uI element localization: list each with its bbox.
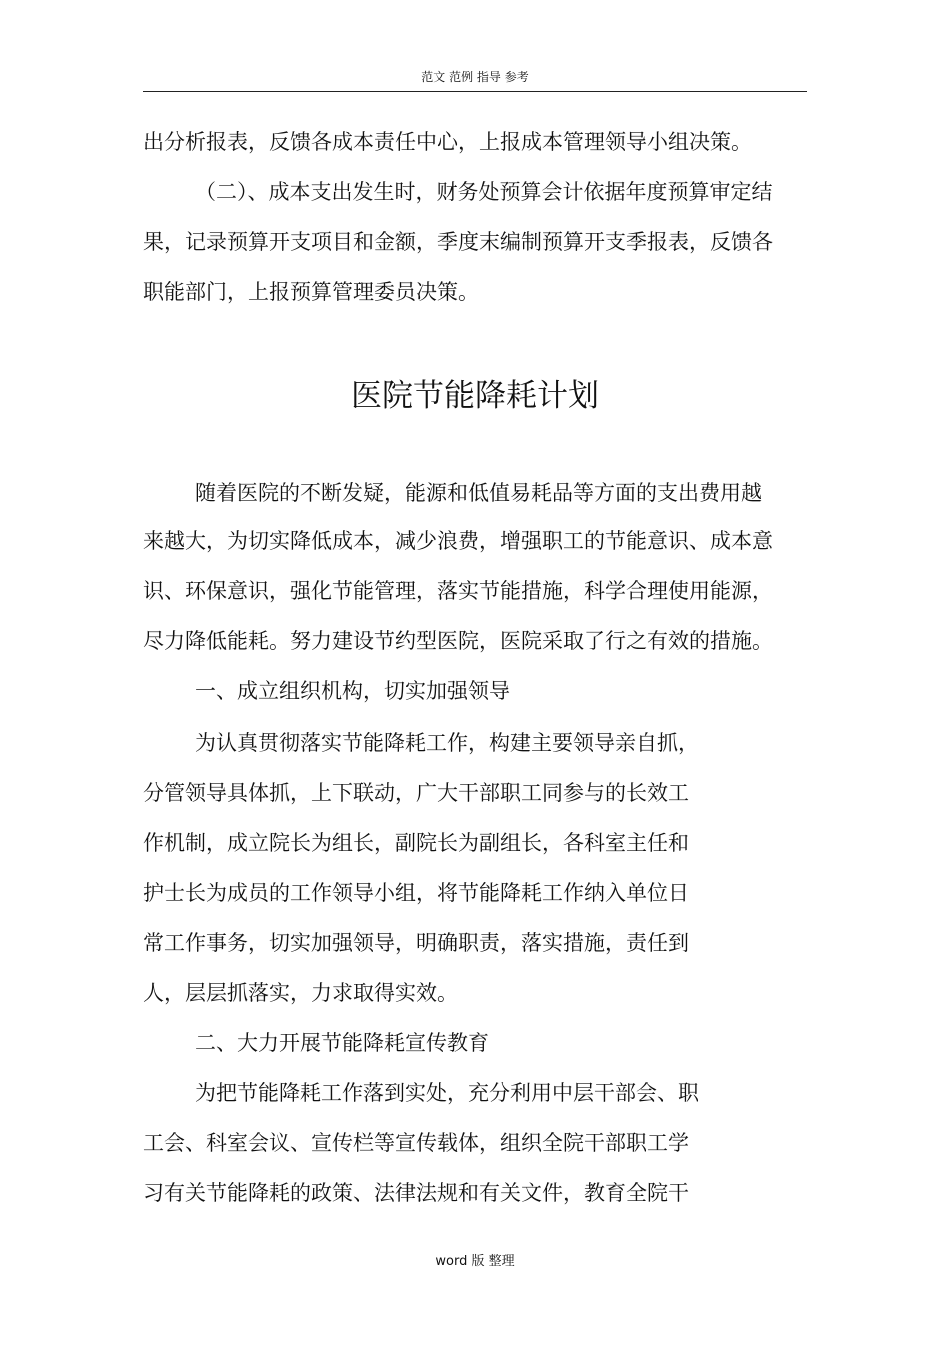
body-line-2: 来越大，为切实降低成本，减少浪费，增强职工的节能意识、成本意 xyxy=(143,529,773,553)
section-heading-2: 二、大力开展节能降耗宣传教育 xyxy=(195,1031,489,1055)
intro-line-1: 出分析报表，反馈各成本责任中心，上报成本管理领导小组决策。 xyxy=(143,130,752,154)
page-header: 范文 范例 指导 参考 xyxy=(421,70,529,84)
intro-line-2: （二）、成本支出发生时，财务处预算会计依据年度预算审定结 xyxy=(195,180,773,204)
body-line-10: 常工作事务，切实加强领导，明确职责，落实措施，责任到 xyxy=(143,931,689,955)
body-line-8: 作机制，成立院长为组长，副院长为副组长，各科室主任和 xyxy=(143,831,689,855)
body-line-13: 为把节能降耗工作落到实处，充分利用中层干部会、职 xyxy=(195,1081,699,1105)
body-line-11: 人，层层抓落实，力求取得实效。 xyxy=(143,981,458,1005)
page-footer: word 版 整理 xyxy=(435,1254,515,1269)
body-line-15: 习有关节能降耗的政策、法律法规和有关文件，教育全院干 xyxy=(143,1181,689,1205)
body-line-9: 护士长为成员的工作领导小组，将节能降耗工作纳入单位日 xyxy=(143,881,689,905)
body-line-7: 分管领导具体抓，上下联动，广大干部职工同参与的长效工 xyxy=(143,781,689,805)
body-line-14: 工会、科室会议、宣传栏等宣传载体，组织全院干部职工学 xyxy=(143,1131,689,1155)
document-title: 医院节能降耗计划 xyxy=(351,378,599,414)
section-heading-1: 一、成立组织机构，切实加强领导 xyxy=(195,679,510,703)
header-divider xyxy=(143,91,807,92)
body-line-6: 为认真贯彻落实节能降耗工作，构建主要领导亲自抓， xyxy=(195,731,699,755)
body-line-3: 识、环保意识，强化节能管理，落实节能措施，科学合理使用能源， xyxy=(143,579,773,603)
intro-line-3: 果，记录预算开支项目和金额，季度末编制预算开支季报表，反馈各 xyxy=(143,230,773,254)
body-line-4: 尽力降低能耗。努力建设节约型医院，医院采取了行之有效的措施。 xyxy=(143,629,773,653)
body-line-1: 随着医院的不断发疑，能源和低值易耗品等方面的支出费用越 xyxy=(195,481,762,505)
intro-line-4: 职能部门，上报预算管理委员决策。 xyxy=(143,280,479,304)
